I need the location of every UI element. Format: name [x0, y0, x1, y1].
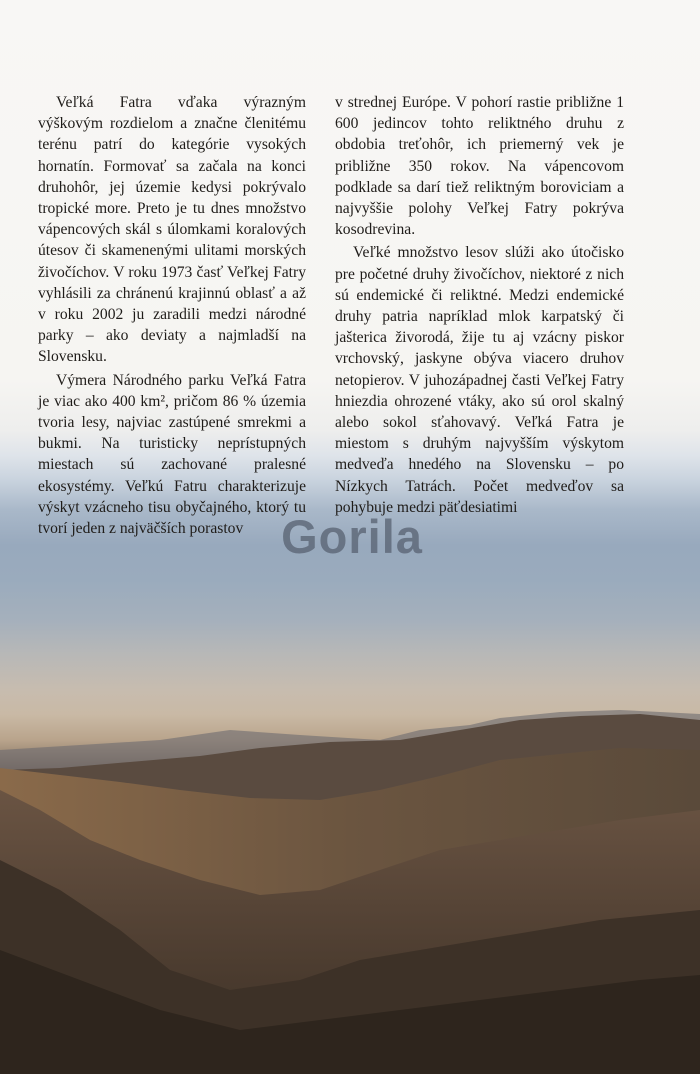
watermark-logo: Gorila	[281, 510, 423, 563]
article-left-column	[38, 92, 306, 539]
mountain-landscape-photo	[0, 690, 700, 1074]
paragraph: Výmera Národného parku Veľká Fatra je viac ako 400 km², pričom 86 % územia tvoria lesy, najviac zastúpené smrekmi a bukmi. Na turisticky neprístupných miestach sú zachované pralesné ekosystémy. Veľkú Fatru charakterizuje výskyt vzácneho tisu obyčajného, ktorý tu tvorí jeden z najväčších porastov	[38, 371, 306, 538]
paragraph: v strednej Európe. V pohorí rastie približne 1 600 jedincov tohto reliktného druhu z obdobia treťohôr, ich priemerný vek je približne 350 rokov. Na vápencovom podklade sa darí tiež reliktným boroviciam a najvyššie polohy Veľkej Fatry pokrýva kosodrevina.	[335, 94, 624, 239]
paragraph: Veľké množstvo lesov slúži ako útočisko pre početné druhy živočíchov, niektoré z nich sú endemické či reliktné. Medzi endemické druhy patria napríklad mlok karpatský či jašterica živorodá, žije tu aj vzácny piskor vrchovský, jaskyne obýva viacero druhov netopierov. V juhozápadnej časti Veľkej Fatry hniezdia ohrozené vtáky, ako sú orol skalný alebo sokol sťahovavý. Veľká Fatra je miestom s druhým najvyšším výskytom medveďa hnedého na Slovensku – po Nízkych Tatrách. Počet medveďov sa pohybuje medzi päťdesiatimi	[335, 244, 624, 516]
article-right-column	[335, 92, 624, 518]
paragraph: Veľká Fatra vďaka výrazným výškovým rozdielom a značne členitému terénu patrí do kategórie vysokých hornatín. Formovať sa začala na konci druhohôr, jej územie kedysi pokrývalo tropické more. Preto je tu dnes množstvo vápencových skál s úlomkami koralových útesov či skamenenými ulitami morských živočíchov. V roku 1973 časť Veľkej Fatry vyhlásili za chránenú krajinnú oblasť a až v roku 2002 ju zaradili medzi národné parky – ako deviaty a najmladší na Slovensku.	[38, 94, 306, 366]
